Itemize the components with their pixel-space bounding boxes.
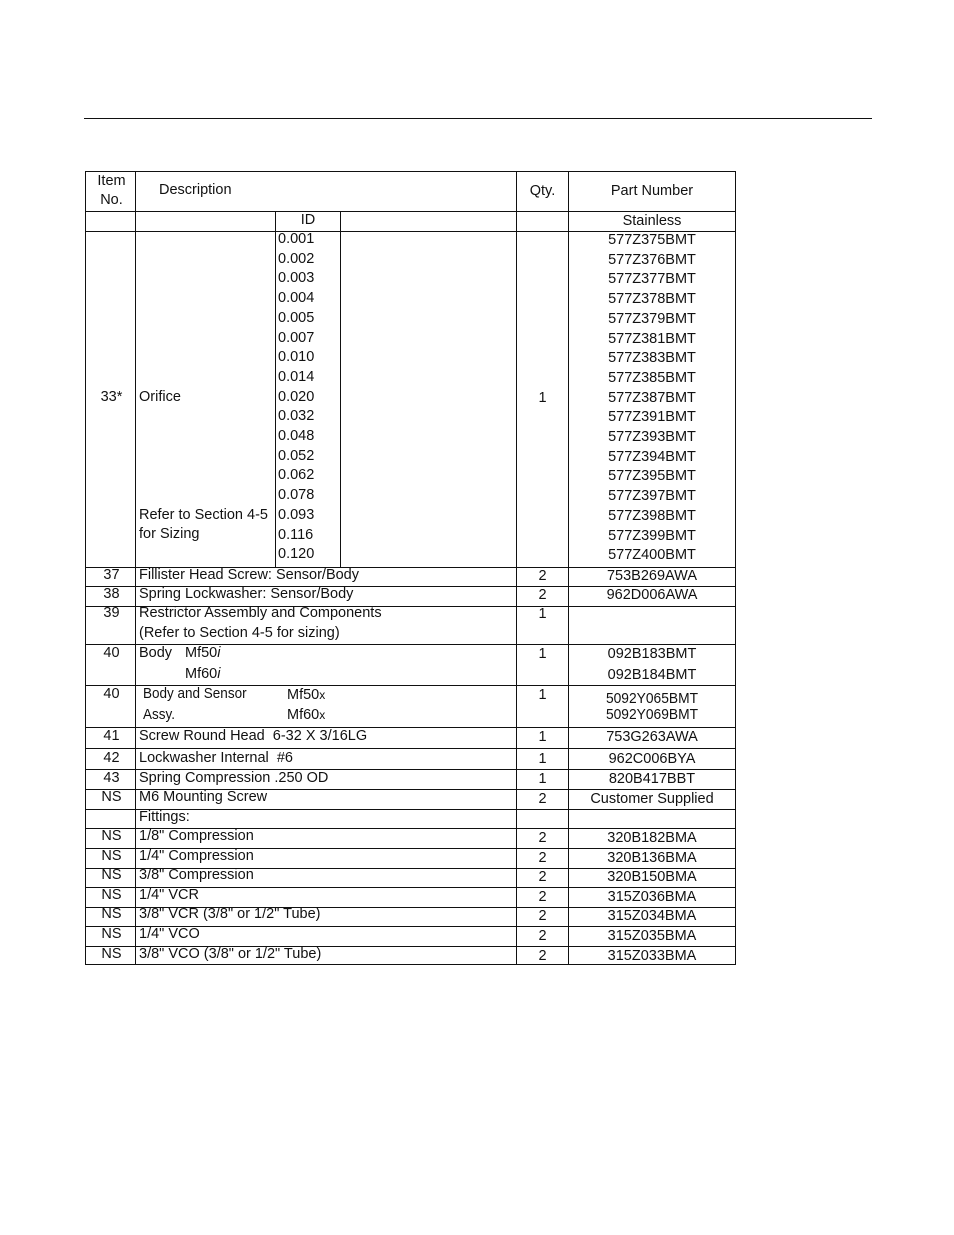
part-number-cell: 315Z033BMA xyxy=(607,947,697,964)
model-label: Mf50x xyxy=(287,687,326,703)
item-cell: 40 xyxy=(103,645,120,661)
orifice-item: 33* xyxy=(100,389,123,405)
item-cell: 38 xyxy=(103,586,120,602)
orifice-id-cell: 0.001 xyxy=(278,231,315,247)
description-cell: Restrictor Assembly and Components xyxy=(139,605,382,621)
description-cell: Body and Sensor xyxy=(143,685,247,702)
orifice-part-number-cell: 577Z385BMT xyxy=(608,369,696,386)
description-cell: Spring Compression .250 OD xyxy=(139,770,329,786)
orifice-id-cell: 0.048 xyxy=(278,428,315,444)
part-number-cell: 320B136BMA xyxy=(607,849,697,866)
item-cell: NS xyxy=(101,828,122,844)
orifice-id-cell: 0.093 xyxy=(278,506,315,523)
orifice-id-cell: 0.004 xyxy=(278,290,315,307)
description-cell: (Refer to Section 4-5 for sizing) xyxy=(139,625,340,641)
qty-cell: 2 xyxy=(538,888,547,905)
qty-cell: 2 xyxy=(538,587,547,603)
part-number-cell: 820B417BBT xyxy=(608,771,696,787)
qty-cell: 2 xyxy=(538,928,547,944)
orifice-part-number-cell: 577Z377BMT xyxy=(608,271,696,288)
part-number-cell: 320B150BMA xyxy=(607,869,697,886)
part-number-cell: 320B182BMA xyxy=(607,830,697,846)
orifice-part-number-cell: 577Z395BMT xyxy=(608,468,696,485)
item-cell: NS xyxy=(101,945,122,962)
orifice-id-cell: 0.052 xyxy=(278,447,315,464)
qty-cell: 1 xyxy=(538,729,547,745)
item-cell: NS xyxy=(101,867,122,884)
orifice-part-number-cell: 577Z376BMT xyxy=(608,251,696,268)
description-cell: 1/4" Compression xyxy=(139,847,254,864)
orifice-id-cell: 0.078 xyxy=(278,487,315,504)
description-cell: M6 Mounting Screw xyxy=(139,789,268,805)
qty-cell: 2 xyxy=(538,947,547,964)
orifice-part-number-cell: 577Z379BMT xyxy=(608,310,696,327)
orifice-part-number-cell: 577Z394BMT xyxy=(608,448,696,465)
orifice-part-number-cell: 577Z397BMT xyxy=(608,488,696,505)
orifice-id-cell: 0.005 xyxy=(278,309,315,326)
item-cell: 39 xyxy=(103,605,120,621)
part-number-cell: Customer Supplied xyxy=(590,791,714,807)
description-cell: 3/8" VCR (3/8" or 1/2" Tube) xyxy=(139,906,321,923)
part-number-cell: 5092Y069BMT xyxy=(605,706,699,723)
part-number-cell: 092B183BMT xyxy=(607,646,697,662)
part-number-cell: 315Z036BMA xyxy=(607,888,697,905)
orifice-id-cell: 0.010 xyxy=(278,349,315,366)
item-cell: 42 xyxy=(103,750,120,766)
qty-cell: 2 xyxy=(538,568,547,584)
orifice-note: for Sizing xyxy=(139,526,200,542)
item-cell: 43 xyxy=(103,770,120,786)
col-divider-id-left xyxy=(275,211,276,567)
orifice-id-cell: 0.032 xyxy=(278,408,315,425)
item-cell: NS xyxy=(101,926,122,942)
model-label: Mf60i xyxy=(185,666,221,682)
orifice-id-cell: 0.007 xyxy=(278,329,315,346)
orifice-id-cell: 0.014 xyxy=(278,368,315,385)
description-cell: Screw Round Head 6-32 X 3/16LG xyxy=(139,728,368,744)
header-stainless: Stainless xyxy=(622,213,682,229)
fittings-heading: Fittings: xyxy=(139,809,190,825)
part-number-cell: 315Z035BMA xyxy=(607,928,697,944)
qty-cell: 2 xyxy=(538,908,547,925)
orifice-id-cell: 0.002 xyxy=(278,250,315,267)
top-rule xyxy=(84,118,872,119)
orifice-qty: 1 xyxy=(538,390,547,406)
orifice-id-cell: 0.003 xyxy=(278,270,315,287)
item-cell: NS xyxy=(101,847,122,864)
orifice-description: Orifice xyxy=(139,389,181,405)
orifice-part-number-cell: 577Z378BMT xyxy=(608,291,696,308)
description-cell: 1/4" VCR xyxy=(139,886,199,903)
description-cell: 3/8" VCO (3/8" or 1/2" Tube) xyxy=(139,945,322,962)
header-part-number: Part Number xyxy=(610,183,694,199)
description-cell: Body xyxy=(139,645,173,661)
orifice-part-number-cell: 577Z393BMT xyxy=(608,429,696,445)
qty-cell: 1 xyxy=(538,606,547,622)
part-number-cell: 315Z034BMA xyxy=(607,908,697,925)
parts-table xyxy=(85,171,736,965)
qty-cell: 2 xyxy=(538,869,547,886)
orifice-part-number-cell: 577Z398BMT xyxy=(608,507,696,524)
header-qty: Qty. xyxy=(529,183,556,199)
orifice-part-number-cell: 577Z400BMT xyxy=(608,547,696,564)
item-cell: NS xyxy=(101,789,122,805)
qty-cell: 2 xyxy=(538,791,547,807)
item-cell: NS xyxy=(101,886,122,903)
part-number-cell: 753B269AWA xyxy=(606,568,697,584)
description-cell: Lockwasher Internal #6 xyxy=(139,750,293,766)
model-label: Mf50i xyxy=(185,645,221,661)
part-number-cell: 092B184BMT xyxy=(607,667,697,683)
item-cell: 40 xyxy=(103,686,120,702)
orifice-part-number-cell: 577Z381BMT xyxy=(608,330,696,347)
qty-cell: 1 xyxy=(538,646,547,662)
description-cell: 3/8" Compression xyxy=(139,867,254,884)
description-cell: Assy. xyxy=(143,706,176,723)
col-divider-id-right xyxy=(340,211,341,567)
qty-cell: 2 xyxy=(538,849,547,866)
part-number-cell: 962D006AWA xyxy=(606,587,698,603)
orifice-part-number-cell: 577Z387BMT xyxy=(608,389,696,406)
description-cell: 1/4" VCO xyxy=(139,926,200,942)
description-cell: Fillister Head Screw: Sensor/Body xyxy=(139,567,359,583)
part-number-cell: 962C006BYA xyxy=(608,751,696,767)
item-cell: NS xyxy=(101,906,122,923)
description-cell: Spring Lockwasher: Sensor/Body xyxy=(139,586,354,602)
orifice-part-number-cell: 577Z375BMT xyxy=(608,232,696,248)
qty-cell: 2 xyxy=(538,830,547,846)
orifice-part-number-cell: 577Z383BMT xyxy=(608,350,696,367)
qty-cell: 1 xyxy=(538,771,547,787)
orifice-id-cell: 0.116 xyxy=(278,526,314,543)
header-description: Description xyxy=(159,182,232,198)
description-cell: 1/8" Compression xyxy=(139,828,254,844)
item-cell: 37 xyxy=(103,567,120,583)
item-cell: 41 xyxy=(103,728,120,744)
model-label: Mf60x xyxy=(287,707,326,723)
orifice-part-number-cell: 577Z391BMT xyxy=(608,409,696,426)
part-number-cell: 753G263AWA xyxy=(606,729,698,745)
orifice-id-cell: 0.062 xyxy=(278,467,315,484)
qty-cell: 1 xyxy=(538,687,547,703)
part-number-cell: 5092Y065BMT xyxy=(605,690,699,707)
header-item-no: Item No. xyxy=(97,173,126,208)
qty-cell: 1 xyxy=(538,751,547,767)
orifice-part-number-cell: 577Z399BMT xyxy=(608,527,696,544)
orifice-id-cell: 0.120 xyxy=(278,546,315,563)
orifice-id-cell: 0.020 xyxy=(278,388,315,405)
header-id: ID xyxy=(300,212,316,228)
orifice-note: Refer to Section 4-5 xyxy=(139,507,268,523)
